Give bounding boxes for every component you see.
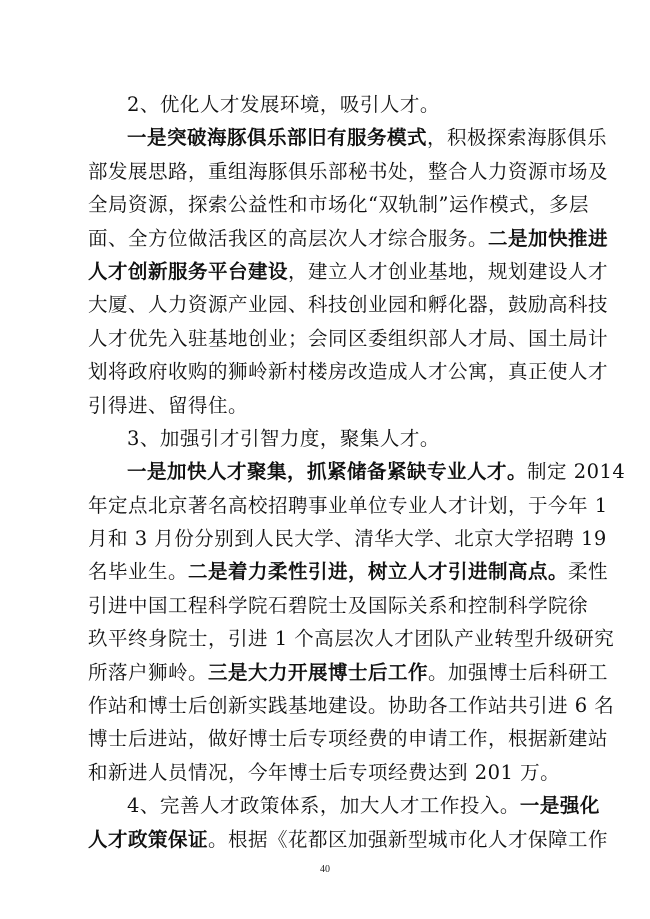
bold-run: 一是加快人才聚集，抓紧储备紧缺专业人才。: [127, 460, 528, 484]
paragraph-line: [88, 756, 560, 789]
text-run: 3、加强引才引智力度，聚集人才。: [127, 426, 440, 450]
text-run: 4、完善人才政策体系，加大人才工作投入。: [127, 794, 520, 818]
paragraph-line: [88, 823, 609, 856]
bold-run: 二是着力柔性引进，树立人才引进制高点。: [188, 560, 569, 584]
text-run: 。加强博士后科研工: [428, 660, 609, 684]
text-run: 和新进人员情况，今年博士后专项经费达到 201 万。: [88, 760, 561, 784]
page-number: 40: [320, 864, 330, 875]
text-run: ，建立人才创业基地，规划建设人才: [288, 259, 609, 283]
paragraph-line: [88, 188, 589, 221]
paragraph-line: [88, 355, 609, 388]
paragraph-line: [88, 656, 609, 689]
text-run: 柔性: [568, 560, 609, 584]
text-run: 全局资源，探索公益性和市场化“双轨制”运作模式，多层: [88, 193, 589, 217]
text-run: 。根据《花都区加强新型城市化人才保障工作: [208, 827, 609, 851]
paragraph-line: [88, 522, 607, 555]
bold-run: 二是加快推进: [488, 226, 609, 250]
text-run: 制定 2014: [527, 460, 626, 484]
text-run: 月和 3 月份分别到人民大学、清华大学、北京大学招聘 19: [88, 527, 607, 551]
text-run: 名毕业生。: [88, 560, 189, 584]
text-run: ，积极探索海豚俱乐: [427, 126, 608, 150]
paragraph-line: [88, 455, 626, 488]
heading-section-4: [88, 789, 600, 822]
text-run: 划将政府收购的狮岭新村楼房改造成人才公寓，真正使人才: [88, 360, 609, 384]
bold-run: 一是强化: [519, 794, 600, 818]
text-run: 面、全方位做活我区的高层次人才综合服务。: [88, 226, 489, 250]
text-run: 所落户狮岭。: [88, 660, 209, 684]
body-text: [88, 88, 626, 856]
bold-run: 一是突破海豚俱乐部旧有服务模式: [127, 126, 428, 150]
paragraph-line: [88, 722, 609, 755]
paragraph-line: [88, 121, 608, 154]
paragraph-line: [88, 689, 615, 722]
text-run: 大厦、人力资源产业园、科技创业园和孵化器，鼓励高科技: [88, 293, 609, 317]
paragraph-line: [88, 155, 609, 188]
paragraph-line: [88, 555, 609, 588]
text-run: 年定点北京著名高校招聘事业单位专业人才计划，于今年 1: [88, 493, 608, 517]
heading-section-2: [88, 88, 560, 121]
text-run: 引得进、留得住。: [88, 393, 249, 417]
paragraph-line: [88, 255, 609, 288]
paragraph-line: [88, 389, 560, 422]
text-run: 部发展思路，重组海豚俱乐部秘书处，整合人力资源市场及: [88, 159, 609, 183]
text-run: 博士后进站，做好博士后专项经费的申请工作，根据新建站: [88, 727, 609, 751]
text-run: 玖平终身院士，引进 1 个高层次人才团队产业转型升级研究: [88, 627, 615, 651]
text-run: 引进中国工程科学院石碧院士及国际关系和控制科学院徐: [88, 593, 589, 617]
paragraph-line: [88, 322, 609, 355]
bold-run: 三是大力开展博士后工作: [208, 660, 429, 684]
paragraph-line: [88, 589, 589, 622]
paragraph-line: [88, 288, 609, 321]
bold-run: 人才创新服务平台建设: [88, 259, 289, 283]
text-run: 作站和博士后创新实践基地建设。协助各工作站共引进 6 名: [88, 694, 615, 718]
bold-run: 人才政策保证: [88, 827, 209, 851]
text-run: 人才优先入驻基地创业；会同区委组织部人才局、国土局计: [88, 326, 609, 350]
heading-section-3: [88, 422, 560, 455]
text-run: 2、优化人才发展环境，吸引人才。: [127, 93, 440, 116]
paragraph-line: [88, 222, 609, 255]
paragraph-line: [88, 489, 608, 522]
paragraph-line: [88, 622, 615, 655]
